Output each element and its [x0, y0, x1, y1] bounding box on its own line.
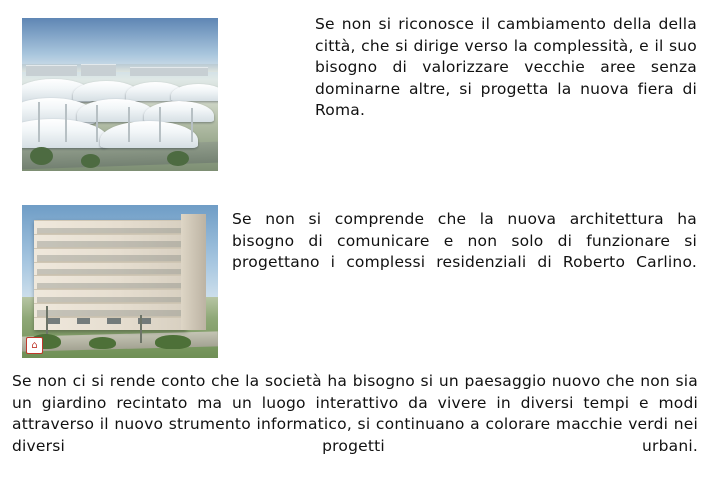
- fiera-di-roma-image: [22, 18, 218, 171]
- window: [107, 318, 121, 323]
- fiera-di-roma-photo-content: [22, 18, 218, 171]
- window: [46, 318, 60, 323]
- distant-building: [26, 65, 77, 75]
- shrub: [89, 337, 116, 349]
- sky: [22, 18, 218, 70]
- support-pillar: [38, 102, 40, 142]
- support-pillar: [96, 105, 98, 142]
- support-pillar: [128, 107, 130, 142]
- shrub: [155, 335, 190, 349]
- paragraph-2: Se non si comprende che la nuova architettura ha bisogno di comunicare e non solo di funzionare si progettano i complessi residenziali di Roberto Carlino.: [232, 210, 697, 271]
- paragraph-1: Se non si riconosce il cambiamento della della città, che si dirige verso la complessità, e il suo bisogno di valorizzare vecchie aree senza dominarne altre, si progetta la nuova fiera di Roma.: [315, 15, 697, 119]
- floor-level: [34, 234, 187, 248]
- complesso-residenziale-image: [22, 205, 218, 358]
- floor-level: [34, 248, 187, 262]
- window: [77, 318, 91, 323]
- floor-level: [34, 275, 187, 289]
- support-pillar: [191, 108, 193, 142]
- distant-building: [130, 67, 208, 76]
- residential-building: [34, 220, 187, 330]
- tree: [30, 147, 54, 165]
- distant-building: [81, 64, 116, 76]
- support-pillar: [159, 107, 161, 142]
- floor-level: [34, 220, 187, 234]
- tree: [167, 151, 189, 166]
- complesso-residenziale-photo-content: [22, 205, 218, 358]
- floor-level: [34, 262, 187, 276]
- lamp-post: [140, 315, 142, 343]
- paragraph-3: Se non ci si rende conto che la società ha bisogno si un paesaggio nuovo che non sia un giardino recintato ma un luogo interattivo da vivere in diversi tempi e modi attraverso il nuovo strumento informatico, si continuano a colorare macchie verdi nei diversi progetti urbani.: [12, 372, 698, 455]
- floor-level: [34, 289, 187, 303]
- floor-level: [34, 317, 187, 331]
- support-pillar: [65, 104, 67, 142]
- floor-level: [34, 303, 187, 317]
- tree: [81, 154, 101, 168]
- stair-tower: [181, 214, 206, 330]
- home-icon: ⌂: [26, 337, 43, 354]
